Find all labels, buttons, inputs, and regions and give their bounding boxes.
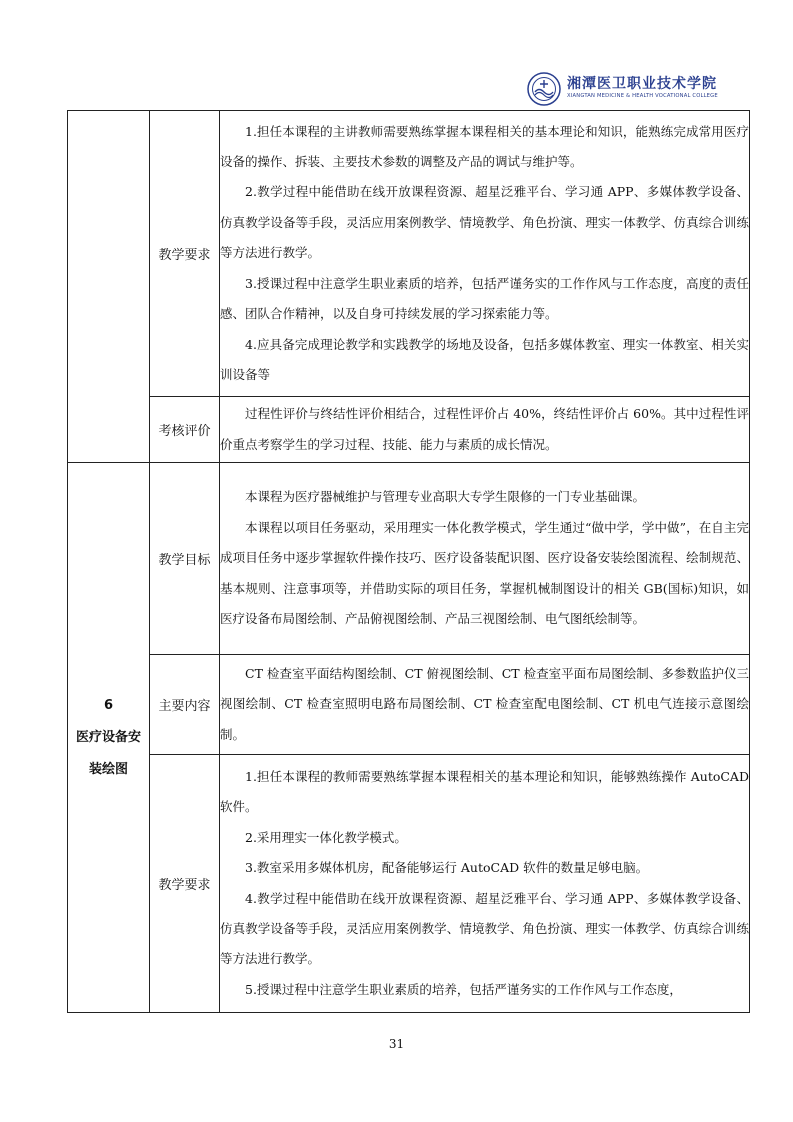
course-cell (68, 463, 150, 1013)
paragraph: 4.教学过程中能借助在线开放课程资源、超星泛雅平台、学习通 APP、多媒体教学设备、仿真教学设备等手段，灵活应用案例教学、情境教学、角色扮演、理实一体教学、仿真综合训练等方法进行教学。 (220, 890, 749, 967)
paragraph: 过程性评价与终结性评价相结合，过程性评价占 40%，终结性评价占 60%。其中过程性评价重点考察学生的学习过程、技能、能力与素质的成长情况。 (220, 406, 749, 452)
main-content-content (220, 655, 750, 755)
row-label: 教学目标 (150, 463, 220, 655)
paragraph: 2.采用理实一体化教学模式。 (245, 829, 407, 845)
college-logo (527, 72, 757, 108)
paragraph: 5.授课过程中注意学生职业素质的培养，包括严谨务实的工作作风与工作态度， (245, 981, 682, 997)
table-row (68, 655, 750, 755)
paragraph: 1.担任本课程的教师需要熟练掌握本课程相关的基本理论和知识，能够熟练操作 AutoCAD 软件。 (220, 768, 749, 815)
teaching-requirements-content (220, 111, 750, 397)
row-label: 教学要求 (150, 755, 220, 1013)
paragraph: 1.担任本课程的主讲教师需要熟练掌握本课程相关的基本理论和知识，能熟练完成常用医疗设备的操作、拆装、主要技术参数的调整及产品的调试与维护等。 (220, 123, 749, 170)
college-seal-icon (527, 72, 561, 106)
paragraph: CT 检查室平面结构图绘制、CT 俯视图绘制、CT 检查室平面布局图绘制、多参数监护仪三视图绘制、CT 检查室照明电路布局图绘制、CT 检查室配电图绘制、CT 机电气连接示意图绘制。 (220, 665, 749, 742)
course-number: 6 (103, 697, 114, 713)
course-cell-continued (68, 111, 150, 463)
assessment-content (220, 397, 750, 463)
page-number: 31 (388, 1037, 405, 1051)
paragraph: 2.教学过程中能借助在线开放课程资源、超星泛雅平台、学习通 APP、多媒体教学设备、仿真教学设备等手段，灵活应用案例教学、情境教学、角色扮演、理实一体教学、仿真综合训练等方法进行教学。 (220, 184, 749, 261)
row-label: 考核评价 (150, 397, 220, 463)
college-name-cn: 湘潭医卫职业技术学院 (567, 76, 717, 92)
paragraph: 3.教室采用多媒体机房，配备能够运行 AutoCAD 软件的数量足够电脑。 (245, 860, 649, 876)
table-row (68, 463, 750, 655)
row-label: 主要内容 (150, 655, 220, 755)
table-row (68, 111, 750, 397)
course-table (67, 110, 750, 1013)
paragraph: 3.授课过程中注意学生职业素质的培养，包括严谨务实的工作作风与工作态度，高度的责任感、团队合作精神，以及自身可持续发展的学习探索能力等。 (220, 275, 749, 322)
paragraph: 4.应具备完成理论教学和实践教学的场地及设备，包括多媒体教室、理实一体教室、相关实训设备等 (220, 336, 749, 382)
table-row (68, 755, 750, 1013)
teaching-requirements-content (220, 755, 750, 1013)
paragraph: 本课程为医疗器械维护与管理专业高职大专学生限修的一门专业基础课。 (245, 489, 646, 505)
table-row (68, 397, 750, 463)
paragraph: 本课程以项目任务驱动，采用理实一体化教学模式，学生通过“做中学，学中做”，在自主完成项目任务中逐步掌握软件操作技巧、医疗设备装配识图、医疗设备安装绘图流程、绘制规范、基本规则、注意事项等，并借助实际的项目任务，掌握机械制图设计的相关 GB(国标)知识，如医疗设备布局图绘制、产品俯视图绘制、产品三视图绘制、电气图纸绘制等。 (220, 519, 749, 627)
course-name: 医疗设备安 装绘图 (75, 729, 141, 777)
college-name-en: XIANGTAN MEDICINE & HEALTH VOCATIONAL COLLEGE (567, 93, 718, 99)
objectives-content (220, 463, 750, 655)
row-label: 教学要求 (150, 111, 220, 397)
